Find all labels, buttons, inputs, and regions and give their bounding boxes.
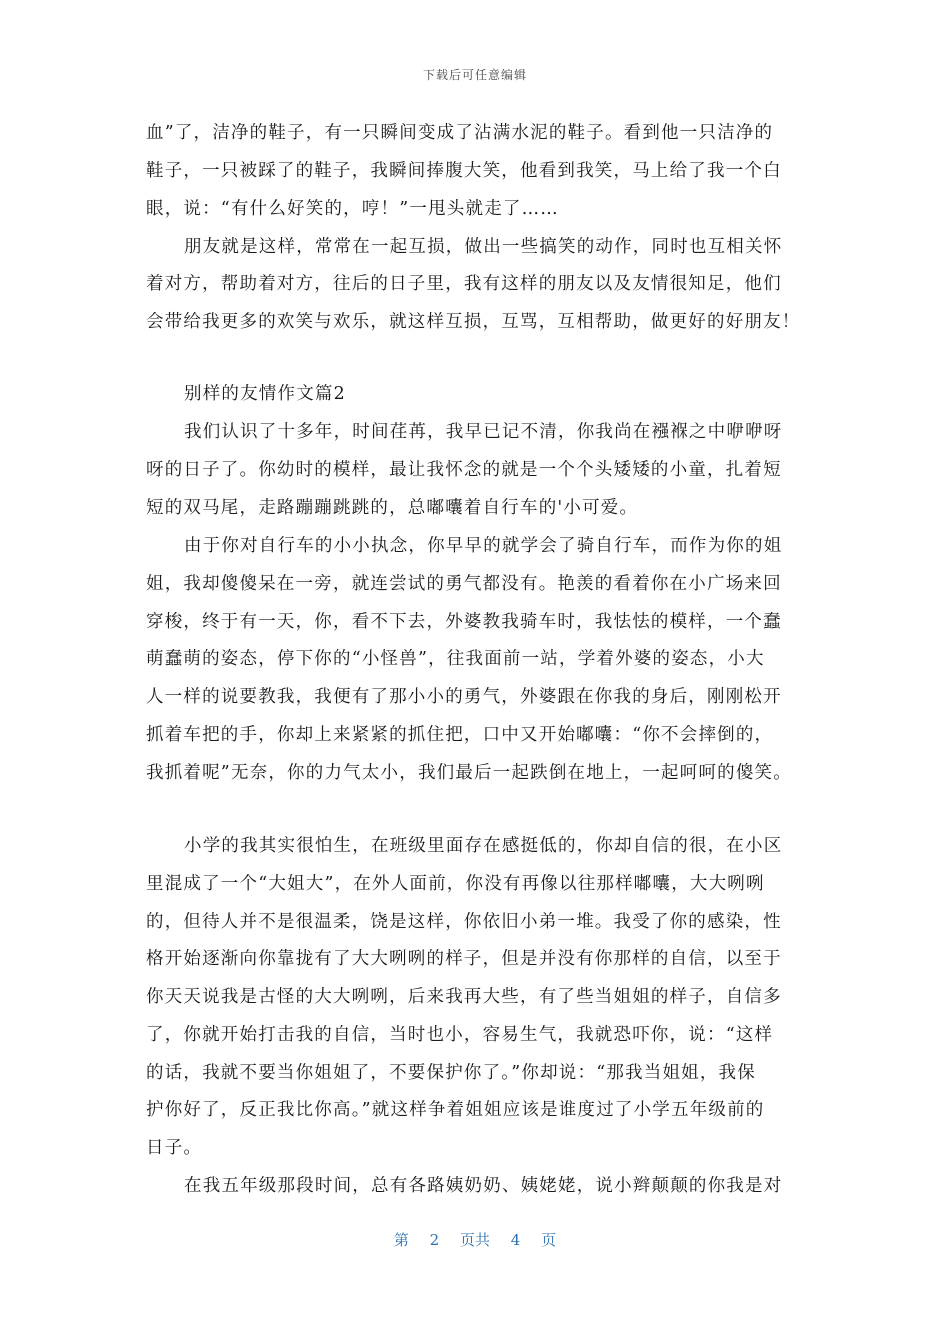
text-line: 的话，我就不要当你姐姐了，不要保护你了。”你却说：“那我当姐姐，我保 [146, 1063, 756, 1083]
text-line: 的，但待人并不是很温柔，饶是这样，你依旧小弟一堆。我受了你的感染，性 [146, 912, 782, 932]
text-line: 我们认识了十多年，时间荏苒，我早已记不清，你我尚在襁褓之中咿咿呀 [184, 422, 783, 442]
text-line: 里混成了一个“大姐大”，在外人面前，你没有再像以往那样嘟囔，大大咧咧 [146, 874, 765, 894]
text-line: 人一样的说要教我，我便有了那小小的勇气，外婆跟在你我的身后，刚刚松开 [146, 687, 782, 707]
text-line: 呀的日子了。你幼时的模样，最让我怀念的就是一个个头矮矮的小童，扎着短 [146, 460, 782, 480]
footer-total-pages: 4 [510, 1231, 521, 1249]
text-line: 你天天说我是古怪的大大咧咧，后来我再大些，有了些当姐姐的样子，自信多 [146, 987, 782, 1007]
text-line: 萌蠢萌的姿态，停下你的“小怪兽”，往我面前一站，学着外婆的姿态，小大 [146, 649, 765, 669]
text-line: 朋友就是这样，常常在一起互损，做出一些搞笑的动作，同时也互相关怀 [184, 237, 783, 257]
page-footer [0, 1229, 950, 1250]
text-line: 了，你就开始打击我的自信，当时也小，容易生气，我就恐吓你，说：“这样 [146, 1025, 774, 1045]
text-line: 短的双马尾，走路蹦蹦跳跳的，总嘟囔着自行车的'小可爱。 [146, 498, 639, 518]
text-line: 会带给我更多的欢笑与欢乐，就这样互损，互骂，互相帮助，做更好的好朋友！ [146, 312, 801, 332]
text-line: 眼，说：“有什么好笑的，哼！”一甩头就走了…… [146, 199, 559, 219]
text-line: 抓着车把的手，你却上来紧紧的抓住把，口中又开始嘟囔：“你不会摔倒的， [146, 725, 774, 745]
footer-prefix: 第 [393, 1231, 409, 1249]
footer-page-number: 2 [429, 1231, 440, 1249]
text-line: 鞋子，一只被踩了的鞋子，我瞬间捧腹大笑，他看到我笑，马上给了我一个白 [146, 161, 782, 181]
text-line: 血”了，洁净的鞋子，有一只瞬间变成了沾满水泥的鞋子。看到他一只洁净的 [146, 123, 774, 143]
text-line: 姐，我却傻傻呆在一旁，就连尝试的勇气都没有。艳羡的看着你在小广场来回 [146, 574, 782, 594]
text-line: 由于你对自行车的小小执念，你早早的就学会了骑自行车，而作为你的姐 [184, 536, 783, 556]
text-line: 穿梭，终于有一天，你，看不下去，外婆教我骑车时，我怯怯的模样，一个蠢 [146, 612, 782, 632]
section-heading: 别样的友情作文篇2 [184, 384, 346, 404]
text-line: 护你好了，反正我比你高。”就这样争着姐姐应该是谁度过了小学五年级前的 [146, 1100, 765, 1120]
text-line: 小学的我其实很怕生，在班级里面存在感挺低的，你却自信的很，在小区 [184, 836, 783, 856]
footer-suffix: 页 [541, 1231, 557, 1249]
text-line: 格开始逐渐向你靠拢有了大大咧咧的样子，但是并没有你那样的自信，以至于 [146, 949, 782, 969]
page-header-note: 下载后可任意编辑 [422, 68, 527, 82]
footer-mid: 页共 [459, 1231, 490, 1249]
text-line: 着对方，帮助着对方，往后的日子里，我有这样的朋友以及友情很知足，他们 [146, 274, 782, 294]
text-line: 日子。 [146, 1138, 203, 1158]
text-line: 我抓着呢”无奈，你的力气太小，我们最后一起跌倒在地上，一起呵呵的傻笑。 [146, 763, 792, 783]
text-line: 在我五年级那段时间，总有各路姨奶奶、姨姥姥，说小辫颠颠的你我是对 [184, 1176, 783, 1196]
